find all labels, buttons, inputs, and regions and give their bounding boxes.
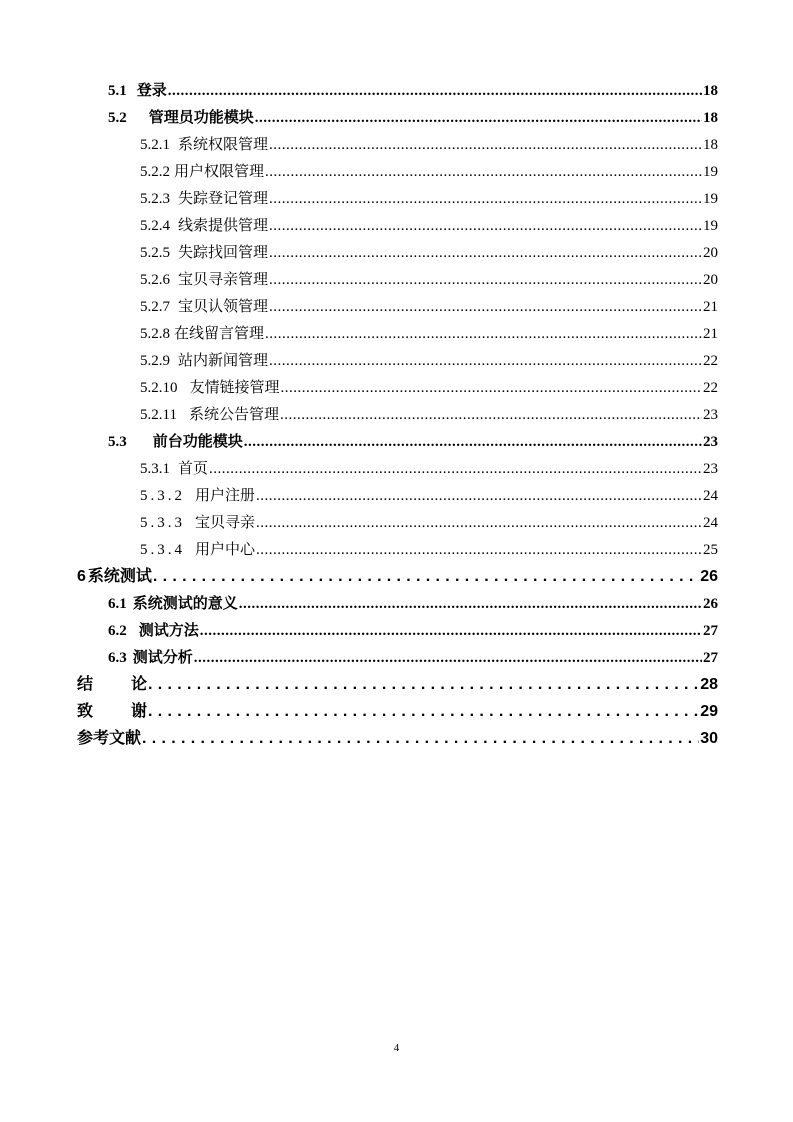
toc-number: 5.2.1 bbox=[140, 137, 170, 153]
toc-title: 友情链接管理 bbox=[189, 380, 280, 396]
toc-leader bbox=[153, 568, 699, 586]
toc-leader bbox=[265, 325, 702, 343]
toc-number: 6.3 bbox=[108, 650, 127, 666]
toc-number: 5.2.9 bbox=[140, 353, 170, 369]
toc-entry-5-2-8[interactable] bbox=[140, 319, 718, 343]
toc-title: 系统权限管理 bbox=[178, 137, 269, 153]
toc-entry-5-3-1[interactable] bbox=[140, 454, 718, 478]
toc-leader bbox=[194, 649, 702, 667]
toc-page-number: 20 bbox=[703, 272, 718, 288]
toc-page-number: 23 bbox=[703, 407, 718, 423]
toc-page-number: 18 bbox=[703, 83, 718, 99]
toc-number: 5.3.1 bbox=[140, 461, 170, 477]
toc-title: 前台功能模块 bbox=[152, 434, 243, 450]
toc-entry-conclusion[interactable] bbox=[77, 670, 718, 694]
toc-title: 宝贝寻亲 bbox=[195, 515, 256, 531]
toc-page-number: 18 bbox=[703, 110, 718, 126]
toc-leader bbox=[256, 514, 702, 532]
toc-page-number: 26 bbox=[703, 596, 718, 612]
toc-title: 用户权限管理 bbox=[174, 164, 265, 180]
toc-number: 5.2.7 bbox=[140, 299, 170, 315]
toc-leader bbox=[269, 271, 702, 289]
toc-leader bbox=[209, 460, 702, 478]
toc-title: 用户中心 bbox=[195, 542, 256, 558]
toc-page-number: 24 bbox=[703, 488, 718, 504]
toc-title: 测试方法 bbox=[138, 623, 199, 639]
toc-leader bbox=[244, 433, 702, 451]
toc-entry-5-2-6[interactable] bbox=[140, 265, 718, 289]
toc-leader bbox=[239, 595, 702, 613]
toc-number: 5.1 bbox=[108, 83, 127, 99]
toc-number: 6.1 bbox=[108, 596, 127, 612]
toc-entry-5-2-10[interactable] bbox=[140, 373, 718, 397]
toc-page-number: 22 bbox=[703, 380, 718, 396]
toc-number: 5.3.4 bbox=[140, 542, 185, 558]
toc-leader bbox=[269, 136, 702, 154]
toc-title: 首页 bbox=[178, 461, 209, 477]
toc-title: 宝贝认领管理 bbox=[178, 299, 269, 315]
toc-page-number: 19 bbox=[703, 191, 718, 207]
toc-leader bbox=[269, 190, 702, 208]
toc-leader bbox=[256, 487, 702, 505]
toc-leader bbox=[255, 109, 702, 127]
toc-entry-acknowledgements[interactable] bbox=[77, 697, 718, 721]
toc-number: 5.3 bbox=[108, 434, 127, 450]
toc-number: 5.2.10 bbox=[140, 380, 178, 396]
toc-page-number: 19 bbox=[703, 218, 718, 234]
toc-page-number: 23 bbox=[703, 461, 718, 477]
toc-title: 系统测试的意义 bbox=[132, 596, 238, 612]
toc-title: 在线留言管理 bbox=[174, 326, 265, 342]
toc-page-number: 30 bbox=[700, 730, 718, 747]
toc-page-number: 18 bbox=[703, 137, 718, 153]
toc-number: 6.2 bbox=[108, 623, 127, 639]
toc-page-number: 21 bbox=[703, 299, 718, 315]
toc-title: 系统公告管理 bbox=[188, 407, 279, 423]
toc-title: 系统测试 bbox=[87, 568, 152, 585]
toc-entry-6[interactable] bbox=[77, 562, 718, 586]
toc-number: 结 bbox=[77, 676, 94, 693]
toc-entry-5-2-3[interactable] bbox=[140, 184, 718, 208]
toc-leader bbox=[280, 406, 702, 424]
toc-title: 用户注册 bbox=[195, 488, 256, 504]
toc-leader bbox=[148, 676, 699, 694]
toc-page-number: 22 bbox=[703, 353, 718, 369]
toc-number: 参考文献 bbox=[77, 730, 142, 747]
toc-number: 6 bbox=[77, 568, 86, 585]
toc-leader bbox=[269, 352, 702, 370]
toc-page-number: 20 bbox=[703, 245, 718, 261]
toc-page-number: 29 bbox=[700, 703, 718, 720]
toc-number: 5.2.5 bbox=[140, 245, 170, 261]
toc-entry-5-3-4[interactable] bbox=[140, 535, 718, 559]
toc-leader bbox=[281, 379, 702, 397]
toc-entry-5-2[interactable] bbox=[108, 103, 718, 127]
toc-page-number: 25 bbox=[703, 542, 718, 558]
toc-entry-6-2[interactable] bbox=[108, 616, 718, 640]
toc-leader bbox=[168, 82, 702, 100]
toc-title: 失踪找回管理 bbox=[178, 245, 269, 261]
toc-number: 5.2.2 bbox=[140, 164, 170, 180]
toc-leader bbox=[269, 298, 702, 316]
toc-number: 5.2 bbox=[108, 110, 127, 126]
toc-entry-5-2-11[interactable] bbox=[140, 400, 718, 424]
toc-leader bbox=[148, 703, 699, 721]
toc-leader bbox=[269, 217, 702, 235]
toc-page-number: 27 bbox=[703, 623, 718, 639]
toc-title: 管理员功能模块 bbox=[148, 110, 254, 126]
toc-title: 线索提供管理 bbox=[178, 218, 269, 234]
toc-title: 谢 bbox=[131, 703, 148, 720]
toc-number: 5.2.8 bbox=[140, 326, 170, 342]
toc-leader bbox=[265, 163, 702, 181]
toc-title: 宝贝寻亲管理 bbox=[178, 272, 269, 288]
toc-page-number: 19 bbox=[703, 164, 718, 180]
toc-title: 测试分析 bbox=[132, 650, 193, 666]
toc-entry-5-2-1[interactable] bbox=[140, 130, 718, 154]
toc-title: 论 bbox=[131, 676, 148, 693]
toc-number: 致 bbox=[77, 703, 94, 720]
toc-number: 5.3.3 bbox=[140, 515, 185, 531]
page-number: 4 bbox=[393, 1042, 400, 1054]
toc-leader bbox=[256, 541, 702, 559]
toc-entry-5-2-2[interactable] bbox=[140, 157, 718, 181]
toc-entry-5-2-5[interactable] bbox=[140, 238, 718, 262]
toc-leader bbox=[200, 622, 702, 640]
toc-entry-6-1[interactable] bbox=[108, 589, 718, 613]
toc-page-number: 26 bbox=[700, 568, 718, 585]
toc-page-number: 21 bbox=[703, 326, 718, 342]
toc-number: 5.2.11 bbox=[140, 407, 177, 423]
toc-leader bbox=[269, 244, 702, 262]
toc-title: 登录 bbox=[136, 83, 167, 99]
toc-entry-5-1[interactable] bbox=[108, 76, 718, 100]
toc-entry-5-3[interactable] bbox=[108, 427, 718, 451]
toc-entry-5-2-4[interactable] bbox=[140, 211, 718, 235]
toc-number: 5.2.6 bbox=[140, 272, 170, 288]
toc-page-number: 27 bbox=[703, 650, 718, 666]
toc-entry-6-3[interactable] bbox=[108, 643, 718, 667]
toc-number: 5.2.3 bbox=[140, 191, 170, 207]
toc-entry-references[interactable] bbox=[77, 724, 718, 748]
toc-page-number: 28 bbox=[700, 676, 718, 693]
toc-page-number: 23 bbox=[703, 434, 718, 450]
toc-page-number: 24 bbox=[703, 515, 718, 531]
toc-entry-5-2-7[interactable] bbox=[140, 292, 718, 316]
toc-entry-5-3-2[interactable] bbox=[140, 481, 718, 505]
toc-number: 5.2.4 bbox=[140, 218, 170, 234]
toc-number: 5.3.2 bbox=[140, 488, 185, 504]
toc-title: 失踪登记管理 bbox=[178, 191, 269, 207]
toc-leader bbox=[142, 730, 699, 748]
toc-entry-5-3-3[interactable] bbox=[140, 508, 718, 532]
toc-title: 站内新闻管理 bbox=[178, 353, 269, 369]
toc-entry-5-2-9[interactable] bbox=[140, 346, 718, 370]
